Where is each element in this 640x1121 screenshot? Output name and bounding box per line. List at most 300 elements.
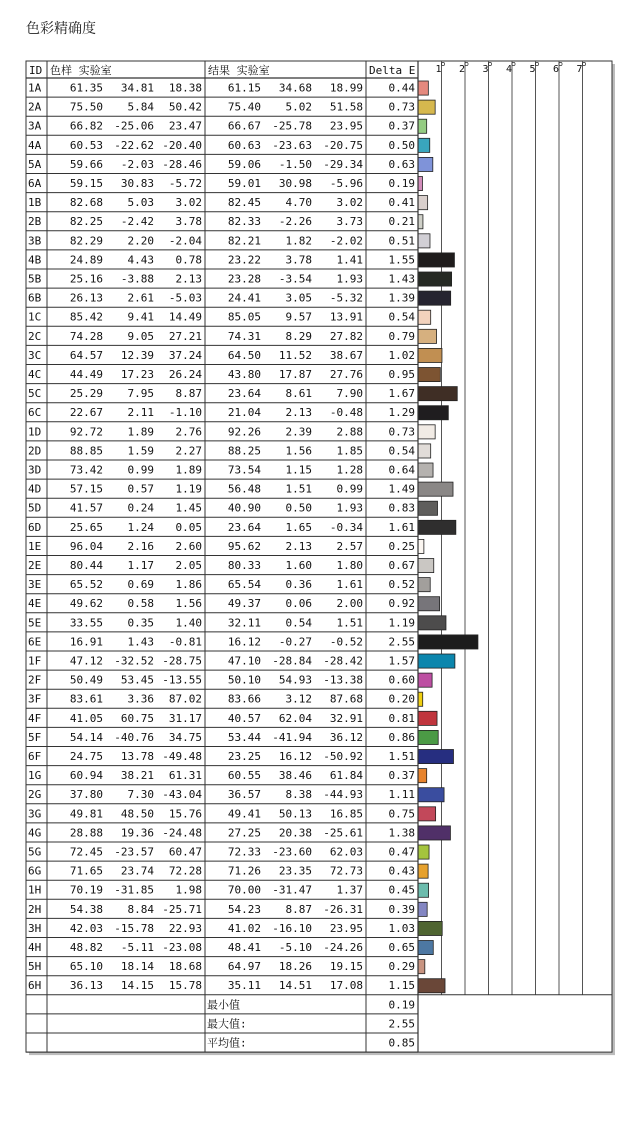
result-l: 61.15 — [227, 81, 261, 95]
sample-b: 50.42 — [168, 100, 202, 114]
result-a: 38.46 — [278, 769, 312, 783]
delta-e-value: 0.29 — [388, 960, 415, 974]
sample-l: 42.03 — [69, 921, 103, 935]
result-l: 92.26 — [227, 425, 261, 439]
sample-l: 25.65 — [69, 520, 103, 534]
delta-e-value: 1.03 — [388, 921, 415, 935]
delta-e-bar — [418, 788, 444, 802]
row-id: 4C — [28, 368, 42, 381]
delta-e-bar — [418, 921, 442, 935]
result-b: 3.02 — [336, 196, 363, 210]
result-b: -28.42 — [323, 654, 363, 668]
sample-b: 2.76 — [175, 425, 202, 439]
sample-a: -5.11 — [120, 941, 154, 954]
row-id: 5D — [28, 501, 42, 515]
row-id: 6A — [28, 177, 42, 190]
sample-a: 9.05 — [127, 329, 154, 343]
sample-l: 54.14 — [69, 730, 103, 744]
result-l: 60.55 — [227, 769, 261, 783]
sample-b: 18.38 — [168, 81, 202, 95]
header-delta-e: Delta E — [369, 64, 416, 77]
sample-a: 0.99 — [127, 463, 154, 477]
sample-l: 88.85 — [69, 444, 103, 458]
sample-l: 16.91 — [69, 635, 103, 649]
delta-e-value: 0.86 — [388, 730, 415, 744]
result-a: 0.06 — [285, 597, 312, 611]
sample-a: -25.06 — [114, 119, 154, 133]
sample-a: 30.83 — [120, 177, 154, 190]
sample-b: 2.13 — [175, 272, 202, 286]
delta-e-value: 1.11 — [388, 788, 415, 802]
result-b: -5.32 — [329, 291, 363, 305]
result-l: 73.54 — [227, 463, 261, 477]
result-l: 83.66 — [227, 692, 261, 706]
sample-b: 14.49 — [168, 310, 202, 324]
delta-e-bar — [418, 635, 478, 649]
sample-b: 15.76 — [168, 807, 202, 821]
result-l: 16.12 — [227, 635, 261, 649]
result-b: 1.80 — [336, 559, 363, 572]
delta-e-bar — [418, 177, 422, 191]
delta-e-bar — [418, 520, 456, 534]
sample-b: 18.68 — [168, 960, 202, 974]
result-l: 82.45 — [227, 196, 261, 210]
delta-e-bar — [418, 196, 428, 210]
delta-e-bar — [418, 673, 432, 687]
header-id: ID — [29, 64, 43, 77]
result-l: 24.41 — [227, 291, 261, 305]
sample-l: 82.25 — [69, 215, 103, 229]
result-b: 72.73 — [329, 864, 363, 878]
sample-l: 83.61 — [69, 692, 103, 706]
delta-e-bar — [418, 291, 451, 305]
sample-b: -25.71 — [162, 902, 202, 916]
result-a: -23.60 — [272, 845, 312, 859]
sample-b: 8.87 — [175, 387, 202, 401]
result-l: 70.00 — [227, 883, 261, 897]
delta-e-bar — [418, 387, 457, 401]
result-b: 7.90 — [336, 387, 363, 401]
sample-a: -32.52 — [114, 654, 154, 668]
result-l: 65.54 — [227, 578, 261, 592]
delta-e-bar — [418, 100, 435, 114]
sample-l: 26.13 — [69, 291, 103, 305]
result-a: -28.84 — [272, 654, 312, 668]
row-id: 6F — [28, 750, 42, 763]
delta-e-bar — [418, 482, 453, 496]
sample-l: 59.15 — [69, 177, 103, 190]
sample-a: 5.03 — [127, 196, 154, 210]
sample-a: 5.84 — [127, 100, 154, 114]
delta-e-value: 1.49 — [388, 482, 415, 496]
delta-e-bar — [418, 406, 448, 420]
sample-l: 36.13 — [69, 979, 103, 993]
sample-a: 2.20 — [127, 234, 154, 248]
result-l: 32.11 — [227, 616, 261, 630]
sample-l: 50.49 — [69, 673, 103, 687]
sample-b: 87.02 — [168, 692, 202, 706]
result-l: 54.23 — [227, 902, 261, 916]
sample-b: -28.46 — [162, 157, 202, 171]
result-l: 27.25 — [227, 826, 261, 840]
delta-e-value: 1.38 — [388, 826, 415, 840]
result-l: 40.90 — [227, 501, 261, 515]
sample-a: -23.57 — [114, 845, 154, 859]
sample-b: 37.24 — [168, 348, 202, 362]
delta-e-value: 1.15 — [388, 979, 415, 993]
sample-a: -31.85 — [114, 883, 154, 897]
sample-l: 75.50 — [69, 100, 103, 114]
sample-b: 31.17 — [168, 711, 202, 725]
result-b: -25.61 — [323, 826, 363, 840]
result-b: 19.15 — [329, 960, 363, 974]
delta-e-value: 0.43 — [388, 864, 415, 878]
sample-l: 80.44 — [69, 559, 103, 572]
row-id: 6G — [28, 864, 42, 878]
sample-l: 49.81 — [69, 807, 103, 821]
row-id: 4F — [28, 711, 42, 725]
sample-a: 0.69 — [127, 578, 154, 592]
scale-tick-label: 5 — [529, 64, 536, 75]
delta-e-value: 0.51 — [388, 234, 415, 248]
header-result-lab: 结果 实验室 — [208, 64, 270, 77]
delta-e-value: 0.50 — [388, 138, 415, 152]
sample-a: 1.89 — [127, 425, 154, 439]
summary-value: 0.19 — [388, 998, 415, 1012]
sample-b: 2.60 — [175, 539, 202, 553]
delta-e-value: 1.57 — [388, 654, 415, 668]
result-a: 1.82 — [285, 234, 312, 248]
row-id: 2H — [28, 902, 42, 916]
sample-b: -5.03 — [168, 291, 202, 305]
result-b: -0.52 — [329, 635, 363, 649]
delta-e-value: 1.51 — [388, 750, 415, 763]
delta-e-value: 0.83 — [388, 501, 415, 515]
result-l: 41.02 — [227, 921, 261, 935]
row-id: 4H — [28, 941, 42, 954]
result-a: 5.02 — [285, 100, 312, 114]
result-a: 23.35 — [278, 864, 312, 878]
result-a: -5.10 — [278, 941, 312, 954]
sample-a: 1.43 — [127, 635, 154, 649]
delta-e-value: 1.61 — [388, 520, 415, 534]
result-b: 2.57 — [336, 539, 363, 553]
sample-a: 0.57 — [127, 482, 154, 496]
result-l: 59.01 — [227, 177, 261, 190]
delta-e-value: 0.95 — [388, 368, 415, 381]
row-id: 2F — [28, 673, 42, 687]
result-b: -5.96 — [329, 177, 363, 190]
row-id: 4B — [28, 253, 42, 267]
row-id: 2D — [28, 444, 42, 458]
result-a: 1.51 — [285, 482, 312, 496]
result-l: 82.21 — [227, 234, 261, 248]
row-id: 1H — [28, 883, 42, 897]
delta-e-value: 1.55 — [388, 253, 415, 267]
result-a: 20.38 — [278, 826, 312, 840]
row-id: 5B — [28, 272, 42, 286]
table-frame — [26, 61, 612, 1052]
sample-l: 54.38 — [69, 902, 103, 916]
delta-e-bar — [418, 902, 427, 916]
result-b: 36.12 — [329, 730, 363, 744]
row-id: 2C — [28, 329, 42, 343]
result-b: 2.00 — [336, 597, 363, 611]
delta-e-bar — [418, 807, 436, 821]
sample-b: -0.81 — [168, 635, 202, 649]
row-id: 3F — [28, 692, 42, 706]
sample-b: 22.93 — [168, 921, 202, 935]
row-id: 6E — [28, 635, 42, 649]
result-l: 64.50 — [227, 348, 261, 362]
sample-l: 22.67 — [69, 406, 103, 420]
sample-a: 8.84 — [127, 902, 154, 916]
sample-l: 57.15 — [69, 482, 103, 496]
result-l: 56.48 — [227, 482, 261, 496]
row-id: 3A — [28, 119, 42, 133]
delta-e-bar — [418, 234, 430, 248]
result-a: 1.65 — [285, 520, 312, 534]
result-b: 51.58 — [329, 100, 363, 114]
result-b: 23.95 — [329, 921, 363, 935]
result-b: 27.82 — [329, 329, 363, 343]
sample-b: 2.05 — [175, 559, 202, 572]
result-a: 3.12 — [285, 692, 312, 706]
delta-e-value: 0.64 — [388, 463, 415, 477]
result-l: 82.33 — [227, 215, 261, 229]
result-a: 1.56 — [285, 444, 312, 458]
delta-e-value: 0.19 — [388, 177, 415, 190]
result-b: 38.67 — [329, 348, 363, 362]
result-l: 80.33 — [227, 559, 261, 572]
result-b: 87.68 — [329, 692, 363, 706]
result-a: 0.54 — [285, 616, 312, 630]
result-b: -0.34 — [329, 520, 363, 534]
delta-e-value: 0.21 — [388, 215, 415, 229]
result-l: 50.10 — [227, 673, 261, 687]
delta-e-value: 0.45 — [388, 883, 415, 897]
sample-b: -28.75 — [162, 654, 202, 668]
result-a: 11.52 — [278, 348, 312, 362]
row-id: 2E — [28, 559, 42, 572]
result-b: 1.93 — [336, 501, 363, 515]
sample-l: 24.89 — [69, 253, 103, 267]
sample-b: 1.98 — [175, 883, 202, 897]
sample-b: 2.27 — [175, 444, 202, 458]
result-b: -20.75 — [323, 138, 363, 152]
sample-l: 33.55 — [69, 616, 103, 630]
scale-tick-label: 6 — [552, 64, 560, 75]
delta-e-bar — [418, 750, 453, 764]
sample-l: 25.16 — [69, 272, 103, 286]
result-l: 59.06 — [227, 157, 261, 171]
result-b: 1.61 — [336, 578, 363, 592]
result-l: 74.31 — [227, 329, 261, 343]
delta-e-value: 0.54 — [388, 444, 415, 458]
row-id: 4G — [28, 826, 42, 840]
sample-b: 1.19 — [175, 482, 202, 496]
delta-e-bar — [418, 119, 427, 133]
sample-a: 14.15 — [120, 979, 154, 993]
result-b: 1.51 — [336, 616, 363, 630]
result-l: 36.57 — [227, 788, 261, 802]
sample-l: 60.53 — [69, 138, 103, 152]
page-title: 色彩精确度 — [26, 21, 96, 37]
sample-a: 18.14 — [120, 960, 154, 974]
result-b: 2.88 — [336, 425, 363, 439]
sample-a: 3.36 — [127, 692, 154, 706]
result-b: 1.93 — [336, 272, 363, 286]
sample-b: -20.40 — [162, 138, 202, 152]
sample-a: 7.30 — [127, 788, 154, 802]
scale-tick-label: 3 — [482, 64, 489, 75]
row-id: 5E — [28, 616, 42, 630]
result-a: -3.54 — [278, 272, 312, 286]
sample-a: 9.41 — [127, 310, 154, 324]
result-b: 62.03 — [329, 845, 363, 859]
sample-a: 7.95 — [127, 387, 154, 401]
result-b: 1.28 — [336, 463, 363, 477]
result-l: 88.25 — [227, 444, 261, 458]
delta-e-bar — [418, 425, 435, 439]
delta-e-value: 0.20 — [388, 692, 415, 706]
result-l: 71.26 — [227, 864, 261, 878]
sample-a: 23.74 — [120, 864, 154, 878]
delta-e-value: 0.39 — [388, 902, 415, 916]
delta-e-value: 0.79 — [388, 329, 415, 343]
delta-e-bar — [418, 597, 440, 611]
sample-l: 61.35 — [69, 81, 103, 95]
sample-l: 70.19 — [69, 883, 103, 897]
result-l: 35.11 — [227, 979, 261, 993]
delta-e-bar — [418, 692, 423, 706]
sample-b: 1.89 — [175, 463, 202, 477]
delta-e-value: 0.75 — [388, 807, 415, 821]
sample-b: 3.02 — [175, 196, 202, 210]
result-l: 66.67 — [227, 119, 261, 133]
sample-a: -3.88 — [120, 272, 154, 286]
delta-e-bar — [418, 941, 433, 955]
delta-e-value: 0.60 — [388, 673, 415, 687]
row-id: 1E — [28, 539, 42, 553]
result-a: 18.26 — [278, 960, 312, 974]
delta-e-bar — [418, 215, 423, 229]
sample-a: 2.16 — [127, 539, 154, 553]
delta-e-bar — [418, 979, 445, 993]
delta-e-bar — [418, 81, 428, 95]
result-a: 3.05 — [285, 291, 312, 305]
sample-l: 37.80 — [69, 788, 103, 802]
delta-e-bar — [418, 501, 438, 515]
delta-e-bar — [418, 654, 455, 668]
delta-e-bar — [418, 616, 446, 630]
row-id: 5G — [28, 845, 42, 859]
result-b: 23.95 — [329, 119, 363, 133]
sample-l: 96.04 — [69, 539, 103, 553]
sample-b: -24.48 — [162, 826, 202, 840]
delta-e-value: 1.67 — [388, 387, 415, 401]
row-id: 4D — [28, 482, 42, 496]
result-l: 53.44 — [227, 730, 261, 744]
delta-e-value: 0.81 — [388, 711, 415, 725]
result-b: -0.48 — [329, 406, 363, 420]
result-b: 32.91 — [329, 711, 363, 725]
delta-e-bar — [418, 348, 442, 362]
result-b: -2.02 — [329, 234, 363, 248]
result-l: 72.33 — [227, 845, 261, 859]
delta-e-bar — [418, 730, 438, 744]
sample-b: 26.24 — [168, 368, 202, 381]
result-b: -50.92 — [323, 750, 363, 763]
result-l: 95.62 — [227, 539, 261, 553]
delta-e-bar — [418, 463, 433, 477]
row-id: 3C — [28, 348, 42, 362]
delta-e-bar — [418, 539, 424, 553]
row-id: 6D — [28, 520, 42, 534]
result-a: -1.50 — [278, 157, 312, 171]
result-b: 13.91 — [329, 310, 363, 324]
summary-label: 最小值 — [207, 998, 240, 1012]
sample-a: -2.42 — [120, 215, 154, 229]
result-l: 48.41 — [227, 941, 261, 954]
summary-label: 平均值: — [207, 1036, 247, 1050]
result-l: 23.25 — [227, 750, 261, 763]
sample-l: 92.72 — [69, 425, 103, 439]
result-l: 47.10 — [227, 654, 261, 668]
sample-a: 0.35 — [127, 616, 154, 630]
delta-e-bar — [418, 157, 433, 171]
delta-e-bar — [418, 138, 430, 152]
scale-tick-label: 7 — [576, 64, 583, 75]
result-a: 0.36 — [285, 578, 312, 592]
sample-a: 60.75 — [120, 711, 154, 725]
result-a: -16.10 — [272, 921, 312, 935]
sample-l: 44.49 — [69, 368, 103, 381]
sample-l: 73.42 — [69, 463, 103, 477]
delta-e-value: 1.19 — [388, 616, 415, 630]
row-id: 2G — [28, 788, 42, 802]
result-l: 75.40 — [227, 100, 261, 114]
sample-l: 48.82 — [69, 941, 103, 954]
sample-a: 0.24 — [127, 501, 154, 515]
summary-label: 最大值: — [207, 1017, 247, 1031]
row-id: 3D — [28, 463, 42, 477]
delta-e-value: 2.55 — [388, 635, 415, 649]
row-id: 3E — [28, 578, 42, 592]
result-l: 60.63 — [227, 138, 261, 152]
sample-b: 0.05 — [175, 520, 202, 534]
row-id: 3H — [28, 921, 42, 935]
sample-a: 48.50 — [120, 807, 154, 821]
sample-a: 1.59 — [127, 444, 154, 458]
sample-l: 71.65 — [69, 864, 103, 878]
sample-l: 60.94 — [69, 769, 103, 783]
result-a: 3.78 — [285, 253, 312, 267]
row-id: 5F — [28, 730, 42, 744]
sample-a: 1.17 — [127, 559, 154, 572]
delta-e-value: 0.54 — [388, 310, 415, 324]
result-l: 21.04 — [227, 406, 261, 420]
row-id: 3G — [28, 807, 42, 821]
sample-b: 60.47 — [168, 845, 202, 859]
delta-e-bar — [418, 329, 437, 343]
sample-a: 2.11 — [127, 406, 154, 420]
result-l: 49.41 — [227, 807, 261, 821]
row-id: 1C — [28, 310, 42, 324]
result-a: 8.38 — [285, 788, 312, 802]
sample-b: 3.78 — [175, 215, 202, 229]
result-a: 0.50 — [285, 501, 312, 515]
